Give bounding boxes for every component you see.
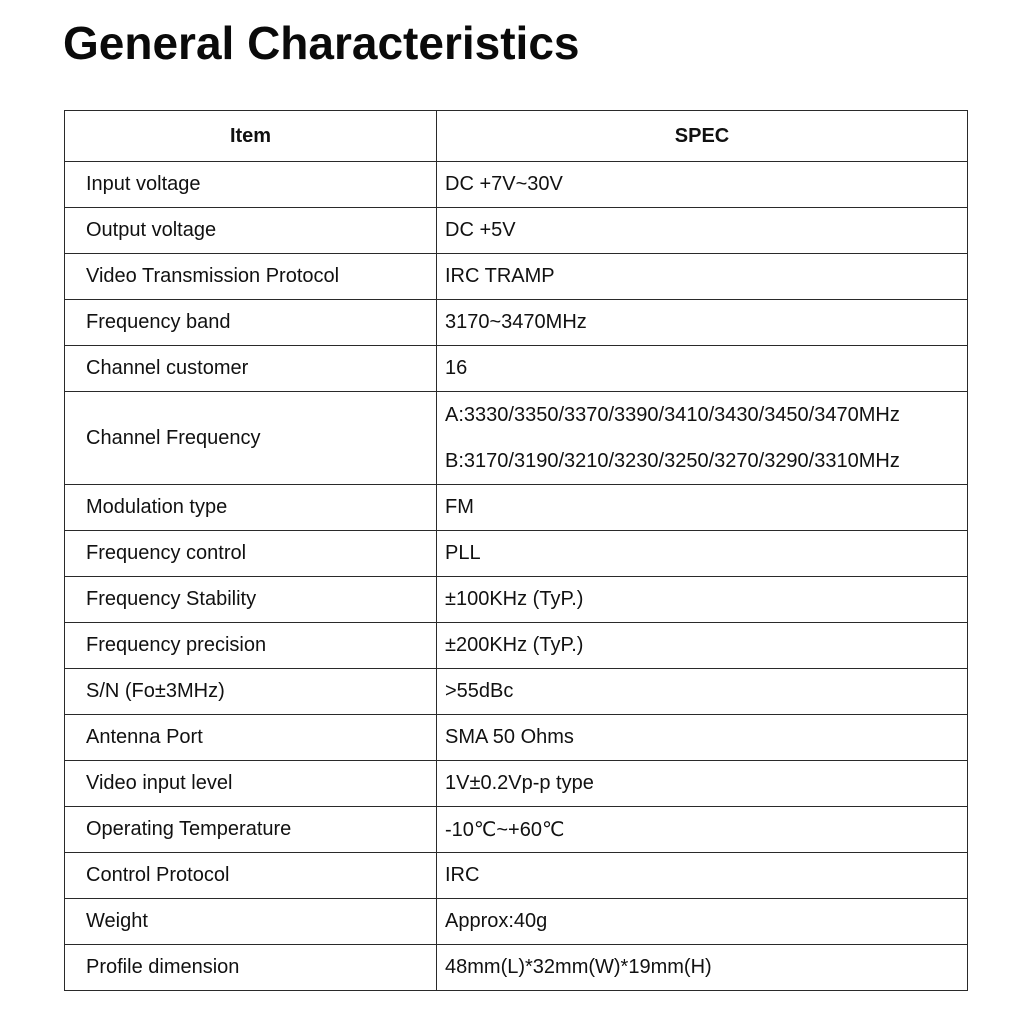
item-cell: Channel Frequency: [65, 392, 437, 485]
spec-cell: DC +5V: [437, 208, 968, 254]
spec-cell: IRC TRAMP: [437, 254, 968, 300]
item-cell: Video input level: [65, 761, 437, 807]
spec-cell: SMA 50 Ohms: [437, 715, 968, 761]
spec-table: [64, 110, 968, 991]
spec-cell: ±100KHz (TyP.): [437, 577, 968, 623]
item-cell: Antenna Port: [65, 715, 437, 761]
table-row: [65, 577, 968, 623]
spec-cell: 1V±0.2Vp-p type: [437, 761, 968, 807]
item-cell: Video Transmission Protocol: [65, 254, 437, 300]
table-row: [65, 346, 968, 392]
spec-cell: 3170~3470MHz: [437, 300, 968, 346]
spec-cell: 16: [437, 346, 968, 392]
spec-line-a: A:3330/3350/3370/3390/3410/3430/3450/3470MHz: [445, 404, 900, 426]
spec-cell: IRC: [437, 853, 968, 899]
spec-cell: [437, 392, 968, 485]
item-cell: Weight: [65, 899, 437, 945]
table-row: [65, 945, 968, 991]
item-cell: Profile dimension: [65, 945, 437, 991]
header-spec: SPEC: [437, 111, 968, 162]
spec-cell: -10℃~+60℃: [437, 807, 968, 853]
item-cell: Frequency control: [65, 531, 437, 577]
table-row: [65, 300, 968, 346]
item-cell: Modulation type: [65, 485, 437, 531]
table-row: [65, 669, 968, 715]
page-title: General Characteristics: [63, 17, 580, 69]
spec-cell: >55dBc: [437, 669, 968, 715]
item-cell: Frequency band: [65, 300, 437, 346]
table-row: [65, 715, 968, 761]
item-cell: Operating Temperature: [65, 807, 437, 853]
item-cell: Frequency precision: [65, 623, 437, 669]
item-cell: Frequency Stability: [65, 577, 437, 623]
spec-cell: ±200KHz (TyP.): [437, 623, 968, 669]
table-row: [65, 761, 968, 807]
item-cell: Control Protocol: [65, 853, 437, 899]
spec-cell: Approx:40g: [437, 899, 968, 945]
spec-line-b: B:3170/3190/3210/3230/3250/3270/3290/3310MHz: [445, 450, 900, 472]
item-cell: Input voltage: [65, 162, 437, 208]
table-row: [65, 623, 968, 669]
item-cell: Output voltage: [65, 208, 437, 254]
table-row: [65, 485, 968, 531]
header-item: Item: [65, 111, 437, 162]
spec-cell: 48mm(L)*32mm(W)*19mm(H): [437, 945, 968, 991]
table-row: [65, 531, 968, 577]
table-row: [65, 254, 968, 300]
table-row: [65, 208, 968, 254]
spec-cell: FM: [437, 485, 968, 531]
table-header-row: [65, 111, 968, 162]
item-cell: Channel customer: [65, 346, 437, 392]
item-cell: S/N (Fo±3MHz): [65, 669, 437, 715]
table-row: [65, 392, 968, 485]
table-row: [65, 162, 968, 208]
table-row: [65, 807, 968, 853]
table-row: [65, 853, 968, 899]
spec-cell: PLL: [437, 531, 968, 577]
table-row: [65, 899, 968, 945]
spec-cell: DC +7V~30V: [437, 162, 968, 208]
